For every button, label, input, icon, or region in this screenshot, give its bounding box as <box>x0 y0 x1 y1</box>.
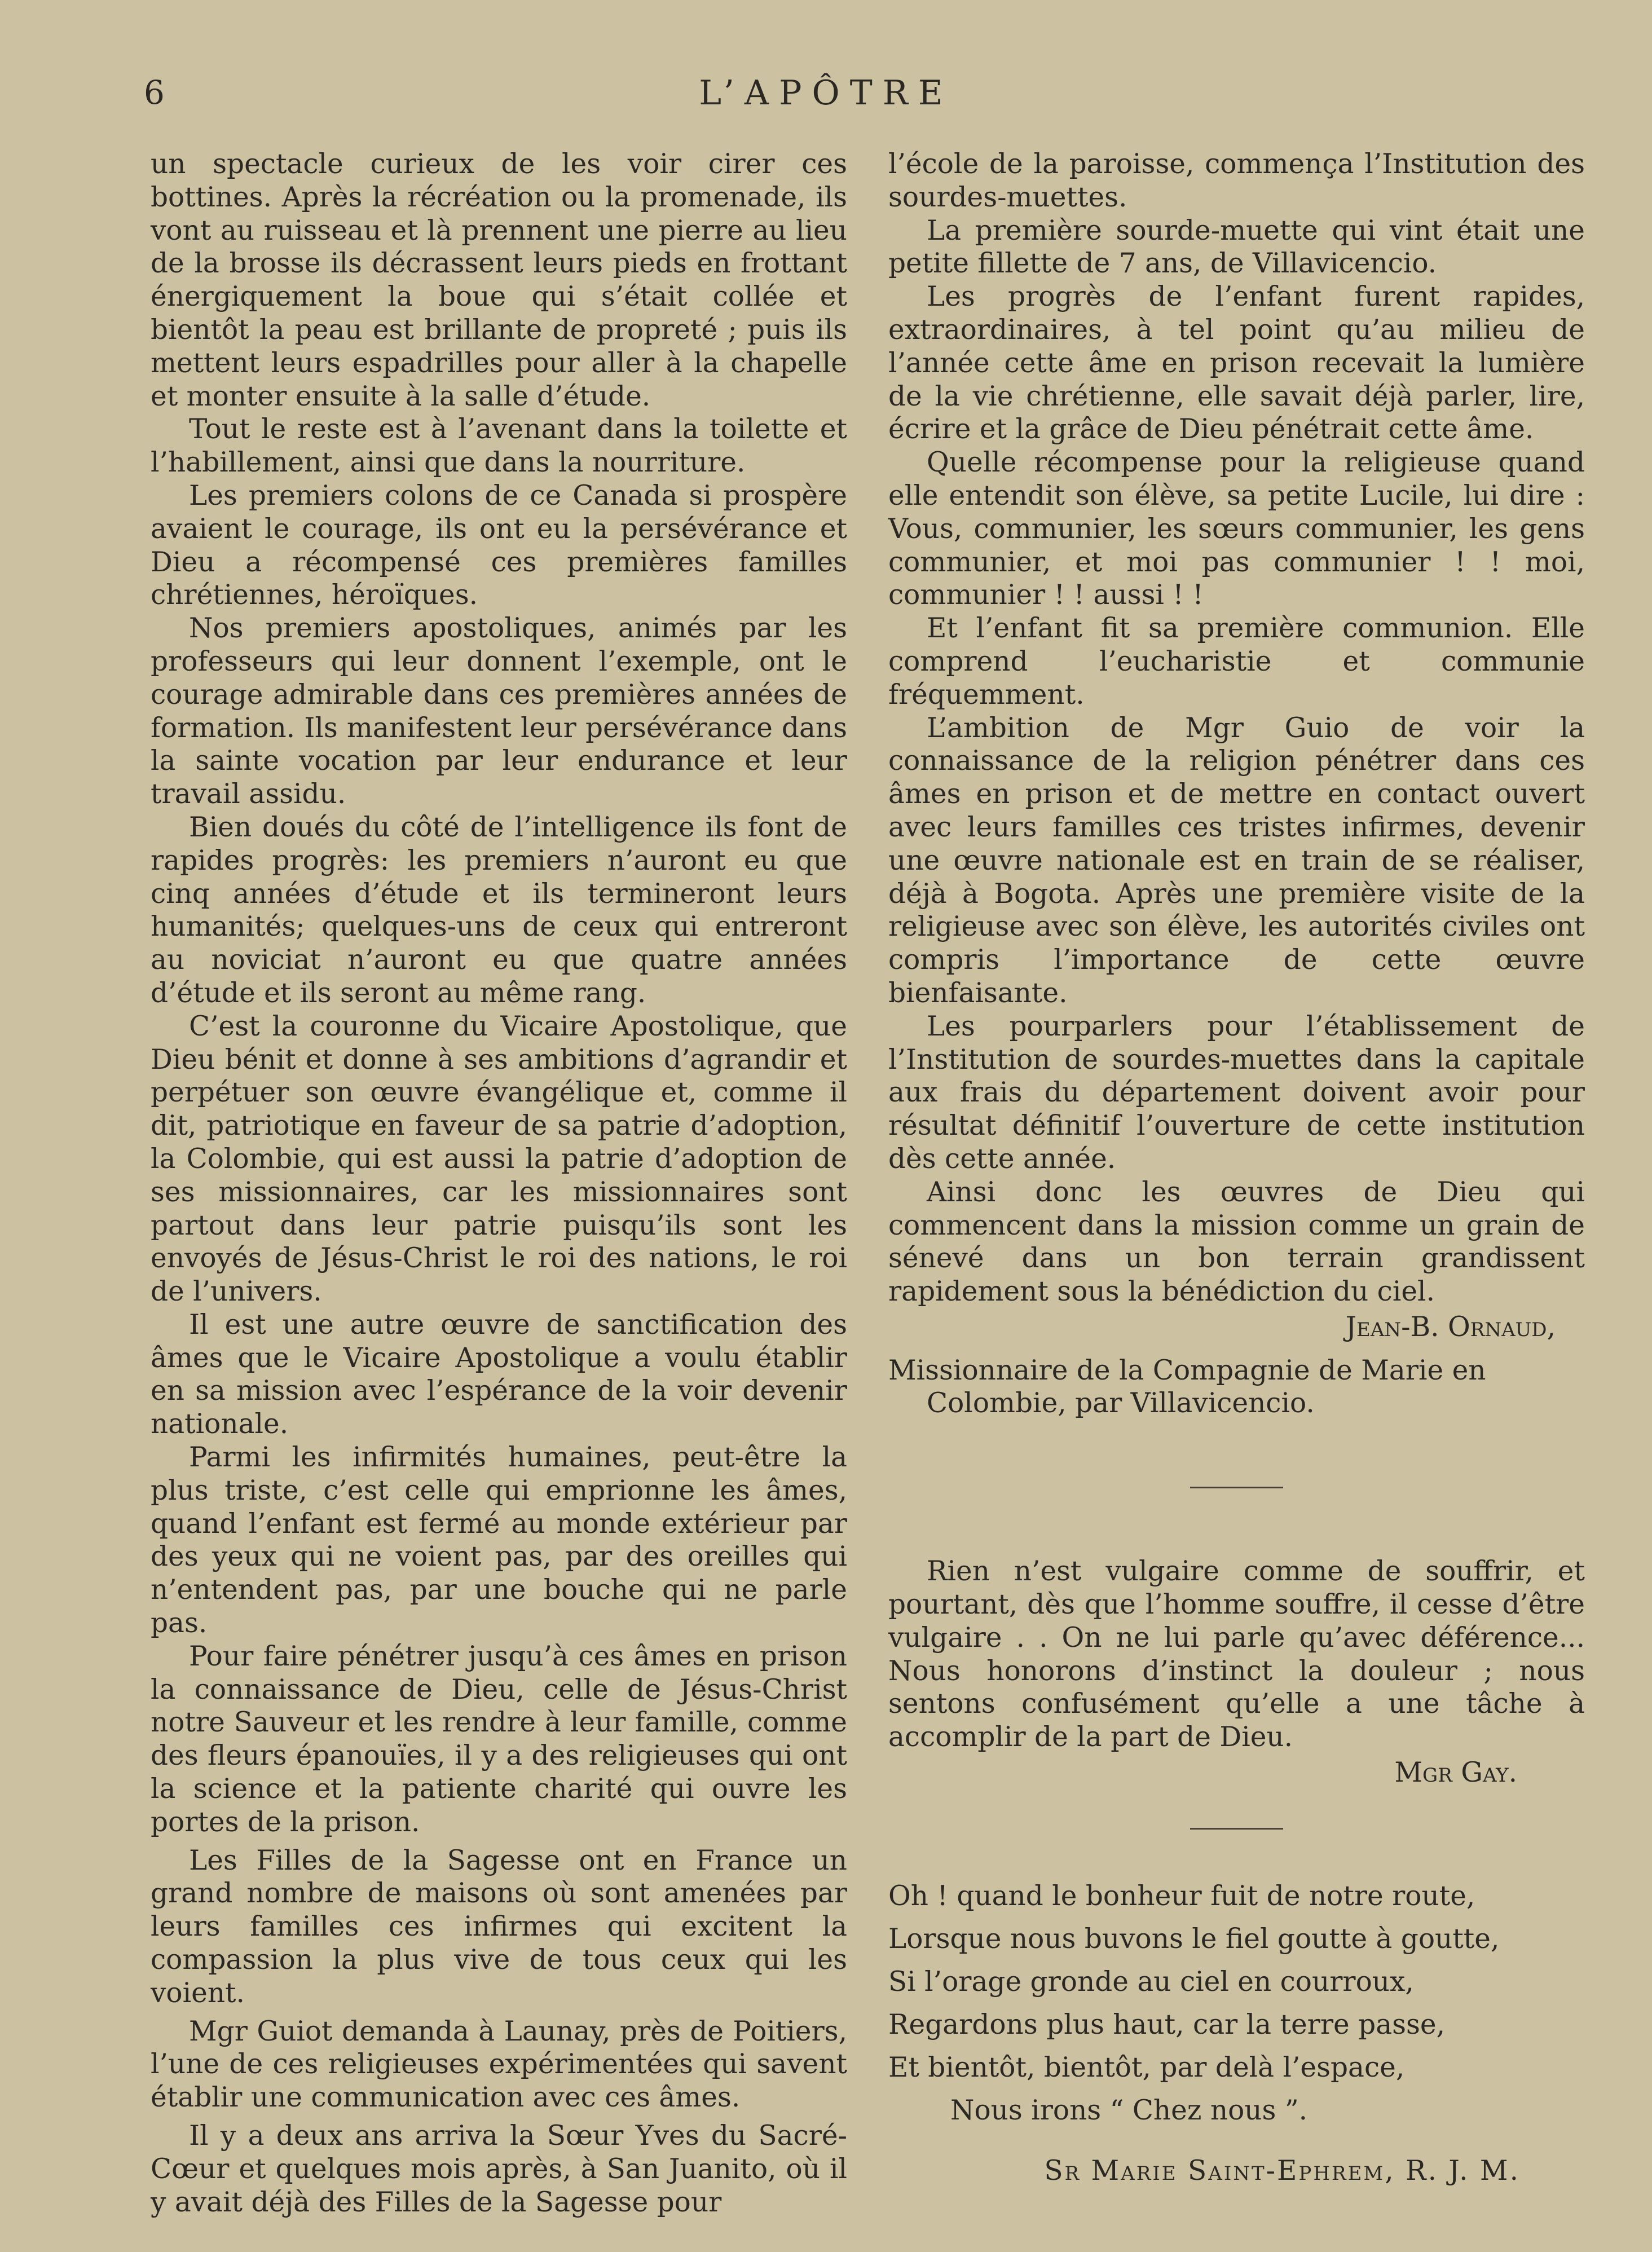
paragraph: Il est une autre œuvre de sanctification des âmes que le Vicaire Apostolique a voulu établir en sa mission avec l’espérance de la voir devenir nationale. <box>151 1308 847 1440</box>
affiliation-line: Colombie, par Villavicencio. <box>927 1387 1315 1420</box>
poem-line: Et bientôt, bientôt, par delà l’espace, <box>888 2051 1405 2083</box>
paragraph: Nos premiers apostoliques, animés par les professeurs qui leur donnent l’exemple, ont le courage admirable dans ces premières années de formation. Ils manifestent leur persévérance dans la sainte vocation par leur endurance et leur travail assidu. <box>151 612 847 810</box>
running-title: L’APÔTRE <box>699 73 953 113</box>
paragraph: un spectacle curieux de les voir cirer ces bottines. Après la récréation ou la promenade, ils vont au ruisseau et là prennent une pierre au lieu de la brosse ils décrassent leurs pieds en frottant énergiquement la boue qui s’était collée et bientôt la peau est brillante de propreté ; puis ils mettent leurs espadrilles pour aller à la chapelle et monter ensuite à la salle d’étude. <box>151 148 847 412</box>
right-column <box>888 148 1585 2188</box>
paragraph: Parmi les infirmités humaines, peut-être la plus triste, c’est celle qui emprionne les âmes, quand l’enfant est fermé au monde extérieur par des yeux qui ne voient pas, par des oreilles qui n’entendent pas, par une bouche qui ne parle pas. <box>151 1442 847 1640</box>
poem <box>888 1875 1585 2132</box>
paragraph: L’ambition de Mgr Guio de voir la connaissance de la religion pénétrer dans ces âmes en prison et de mettre en contact ouvert avec leurs familles ces tristes infirmes, devenir une œuvre nationale est en train de se réaliser, déjà à Bogota. Après une première visite de la religieuse avec son élève, les autorités civiles ont compris l’importance de cette œuvre bienfaisante. <box>888 712 1585 1009</box>
paragraph: Mgr Guiot demanda à Launay, près de Poitiers, l’une de ces religieuses expérimentées qui savent établir une communication avec ces âmes. <box>151 2015 847 2114</box>
article-signature: Jean-B. Ornaud, <box>1345 1311 1556 1343</box>
paragraph: l’école de la paroisse, commença l’Institution des sourdes-muettes. <box>888 148 1585 213</box>
page-header <box>0 73 1652 118</box>
section-divider <box>1190 1487 1283 1488</box>
paragraph: Et l’enfant fit sa première communion. Elle comprend l’eucharistie et communie fréquemment. <box>888 612 1585 711</box>
section-divider <box>1190 1828 1283 1830</box>
paragraph: Pour faire pénétrer jusqu’à ces âmes en prison la connaissance de Dieu, celle de Jésus-Christ notre Sauveur et les rendre à leur famille, comme des fleurs épanouïes, il y a des religieuses qui ont la science et la patiente charité qui ouvre les portes de la prison. <box>151 1640 847 1838</box>
paragraph: Bien doués du côté de l’intelligence ils font de rapides progrès: les premiers n’auront eu que cinq années d’étude et ils termineront leurs humanités; quelques-uns de ceux qui entreront au noviciat n’auront eu que quatre années d’étude et ils seront au même rang. <box>151 811 847 1009</box>
paragraph: Les premiers colons de ce Canada si prospère avaient le courage, ils ont eu la persévérance et Dieu a récompensé ces premières familles chrétiennes, héroïques. <box>151 479 847 611</box>
paragraph: Les pourparlers pour l’établissement de l’Institution de sourdes-muettes dans la capitale aux frais du département doivent avoir pour résultat définitif l’ouverture de cette institution dès cette année. <box>888 1010 1585 1175</box>
quote-author: Mgr Gay. <box>1394 1757 1517 1789</box>
paragraph: Les progrès de l’enfant furent rapides, extraordinaires, à tel point qu’au milieu de l’année cette âme en prison recevait la lumière de la vie chrétienne, elle savait déjà parler, lire, écrire et la grâce de Dieu pénétrait cette âme. <box>888 281 1585 446</box>
paragraph: La première sourde-muette qui vint était une petite fillette de 7 ans, de Villavicencio. <box>888 214 1585 280</box>
poem-line: Lorsque nous buvons le fiel goutte à goutte, <box>888 1923 1500 1955</box>
paragraph: Les Filles de la Sagesse ont en France un grand nombre de maisons où sont amenées par leurs familles ces infirmes qui excitent la compassion la plus vive de tous ceux qui les voient. <box>151 1844 847 2009</box>
affiliation-line: Missionnaire de la Compagnie de Marie en <box>888 1354 1486 1386</box>
paragraph: Ainsi donc les œuvres de Dieu qui commencent dans la mission comme un grain de sénevé dans un bon terrain grandissent rapidement sous la bénédiction du ciel. <box>888 1176 1585 1308</box>
paragraph: Il y a deux ans arriva la Sœur Yves du Sacré-Cœur et quelques mois après, à San Juanito, où il y avait déjà des Filles de la Sagesse pour <box>151 2120 847 2218</box>
paragraph: Tout le reste est à l’avenant dans la toilette et l’habillement, ainsi que dans la nourriture. <box>151 413 847 479</box>
left-column <box>151 148 847 2219</box>
paragraph: C’est la couronne du Vicaire Apostolique, que Dieu bénit et donne à ses ambitions d’agrandir et perpétuer son œuvre évangélique et, comme il dit, patriotique en faveur de sa patrie d’adoption, la Colombie, qui est aussi la patrie d’adoption de ses missionnaires, car les missionnaires sont partout dans leur patrie puisqu’ils sont les envoyés de Jésus-Christ le roi des nations, le roi de l’univers. <box>151 1010 847 1308</box>
page-number: 6 <box>144 73 165 112</box>
signature-affiliation <box>888 1354 1585 1421</box>
quote-text: Rien n’est vulgaire comme de souffrir, et pourtant, dès que l’homme souffre, il cesse d’être vulgaire . . On ne lui parle qu’avec déférence... Nous honorons d’instinct la douleur ; nous sentons confusément qu’elle a une tâche à accomplir de la part de Dieu. <box>888 1555 1585 1753</box>
poem-line: Nous irons “ Chez nous ”. <box>950 2094 1308 2126</box>
paragraph: Quelle récompense pour la religieuse quand elle entendit son élève, sa petite Lucile, lui dire : Vous, communier, les sœurs communier, les gens communier, et moi pas communier ! ! moi, communier ! ! aussi ! ! <box>888 447 1585 611</box>
poem-line: Si l’orage gronde au ciel en courroux, <box>888 1965 1414 1998</box>
poem-line: Regardons plus haut, car la terre passe, <box>888 2008 1446 2041</box>
poem-line: Oh ! quand le bonheur fuit de notre route, <box>888 1880 1475 1912</box>
poem-author: Sr Marie Saint-Ephrem, R. J. M. <box>1044 2154 1520 2187</box>
